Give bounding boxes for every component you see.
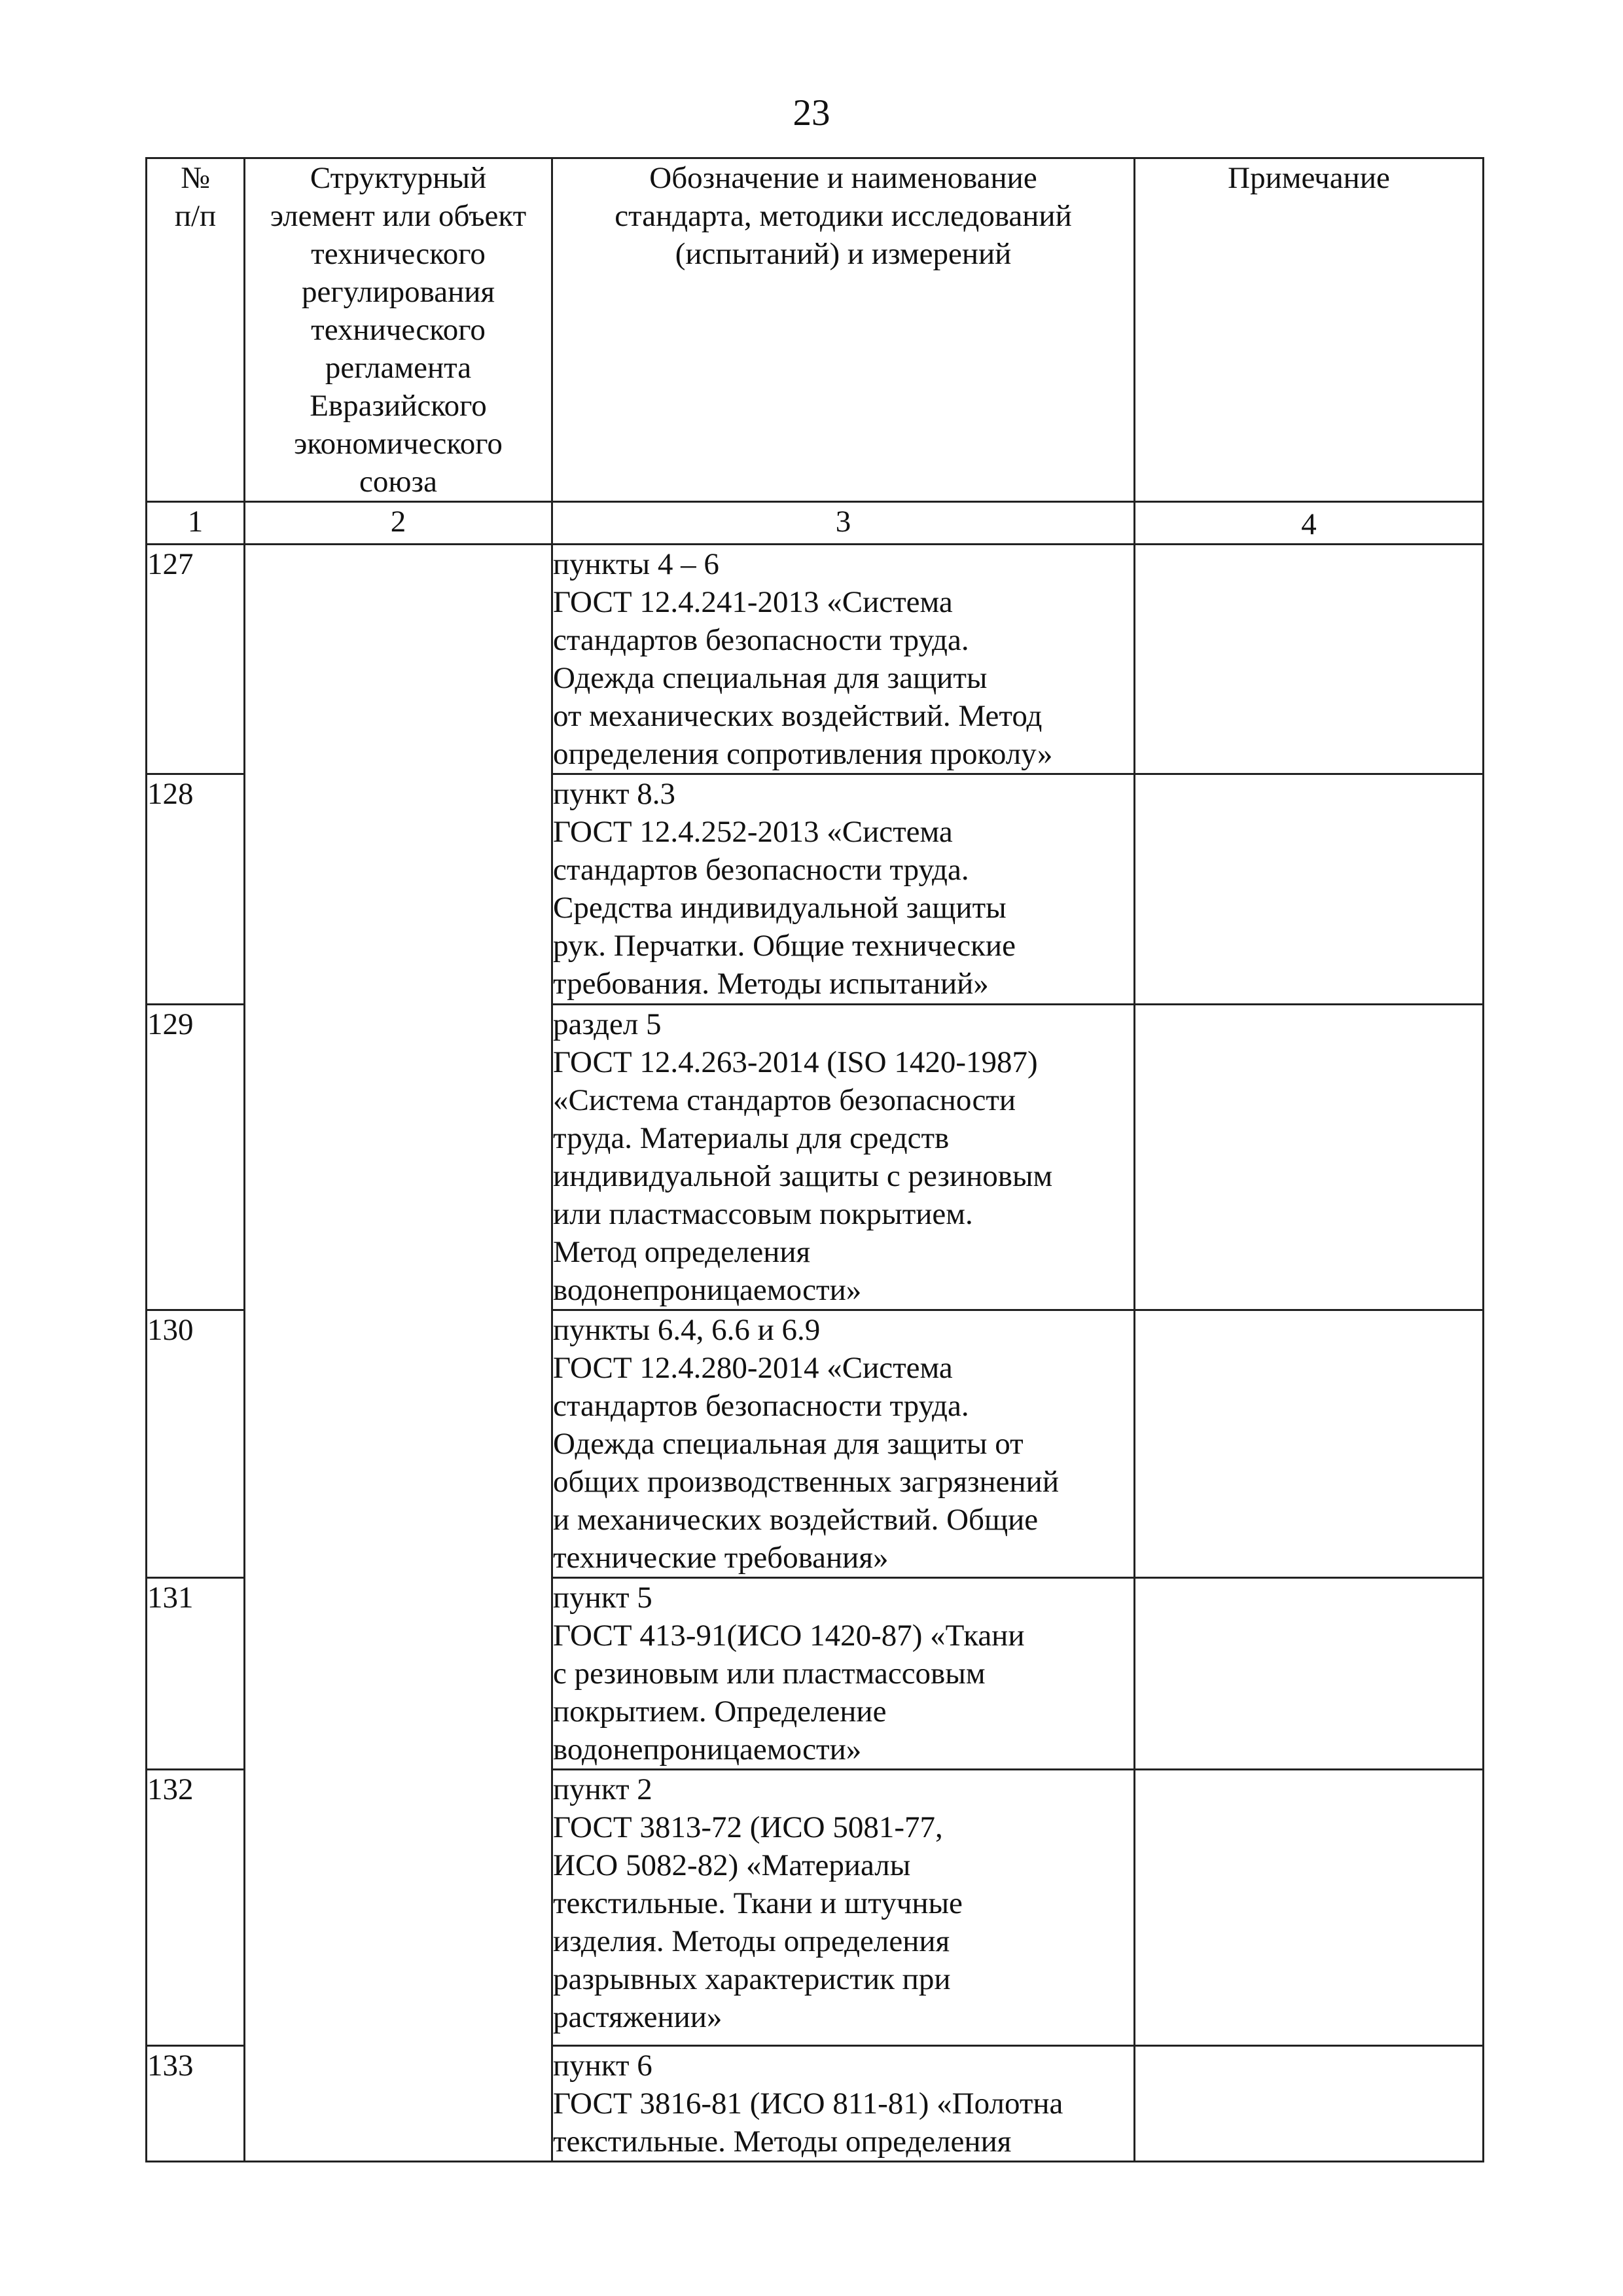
header-structural-line: регулирования — [301, 275, 495, 309]
standard-line: «Система стандартов безопасности — [553, 1083, 1016, 1117]
note-cell — [1135, 1310, 1484, 1578]
row-number: 128 — [147, 774, 245, 1005]
standard-line: ГОСТ 12.4.263-2014 (ISO 1420-1987) — [553, 1045, 1038, 1079]
header-structural-line: союза — [359, 465, 437, 499]
header-standard-line: (испытаний) и измерений — [675, 237, 1012, 271]
structural-element-cell — [245, 545, 552, 2162]
table-header-row — [147, 158, 1484, 502]
standard-line: текстильные. Ткани и штучные — [553, 1886, 963, 1920]
row-number: 133 — [147, 2046, 245, 2162]
note-cell — [1135, 1005, 1484, 1310]
standard-line: ГОСТ 12.4.280-2014 «Система — [553, 1351, 953, 1385]
header-standard-line: стандарта, методики исследований — [615, 199, 1072, 233]
header-structural-line: технического — [311, 313, 486, 347]
standard-cell — [552, 2046, 1135, 2162]
standard-line: общих производственных загрязнений — [553, 1465, 1059, 1499]
column-number: 4 — [1135, 502, 1484, 545]
standard-line: или пластмассовым покрытием. — [553, 1197, 973, 1231]
standard-line: растяжении» — [553, 2000, 722, 2034]
standard-line: определения сопротивления проколу» — [553, 737, 1053, 771]
header-structural-line: регламента — [325, 351, 472, 385]
standard-line: от механических воздействий. Метод — [553, 699, 1043, 733]
standard-line: ГОСТ 12.4.252-2013 «Система — [553, 815, 953, 849]
standard-line: стандартов безопасности труда. — [553, 623, 969, 657]
standard-cell — [552, 1578, 1135, 1770]
column-numbers-row — [147, 502, 1484, 545]
header-standard-line: Обозначение и наименование — [649, 161, 1037, 195]
note-cell — [1135, 774, 1484, 1005]
header-structural-line: технического — [311, 237, 486, 271]
header-note — [1135, 158, 1484, 502]
standard-line: ГОСТ 12.4.241-2013 «Система — [553, 585, 953, 619]
header-structural-line: элемент или объект — [270, 199, 527, 233]
row-number: 132 — [147, 1770, 245, 2046]
header-structural-element — [245, 158, 552, 502]
note-cell — [1135, 1770, 1484, 2046]
header-structural-line: экономического — [294, 427, 503, 461]
note-cell — [1135, 545, 1484, 774]
header-number-line: п/п — [174, 199, 217, 233]
standard-line: и механических воздействий. Общие — [553, 1503, 1039, 1537]
row-number: 129 — [147, 1005, 245, 1310]
standard-line: водонепроницаемости» — [553, 1273, 862, 1307]
standard-line: пункт 8.3 — [553, 777, 676, 811]
standard-line: пункты 6.4, 6.6 и 6.9 — [553, 1313, 821, 1347]
standard-cell — [552, 1005, 1135, 1310]
standard-cell — [552, 545, 1135, 774]
header-note-line: Примечание — [1228, 161, 1390, 195]
standard-line: ГОСТ 3813-72 (ИСО 5081-77, — [553, 1810, 943, 1844]
row-number: 131 — [147, 1578, 245, 1770]
standard-line: ГОСТ 413-91(ИСО 1420-87) «Ткани — [553, 1619, 1025, 1653]
standard-line: покрытием. Определение — [553, 1695, 887, 1729]
standard-line: Средства индивидуальной защиты — [553, 891, 1007, 925]
row-number: 130 — [147, 1310, 245, 1578]
column-number: 1 — [147, 502, 245, 545]
page-number: 23 — [793, 92, 830, 134]
standard-line: Одежда специальная для защиты от — [553, 1427, 1024, 1461]
standard-line: индивидуальной защиты с резиновым — [553, 1159, 1053, 1193]
table-row — [147, 545, 1484, 774]
standard-line: стандартов безопасности труда. — [553, 1389, 969, 1423]
standard-line: разрывных характеристик при — [553, 1962, 951, 1996]
header-number-line: № — [181, 161, 210, 195]
standard-line: ГОСТ 3816-81 (ИСО 811-81) «Полотна — [553, 2087, 1063, 2121]
standard-line: с резиновым или пластмассовым — [553, 1657, 986, 1691]
standard-cell — [552, 1770, 1135, 2046]
standard-line: стандартов безопасности труда. — [553, 853, 969, 887]
standard-line: пункт 5 — [553, 1581, 652, 1615]
standard-cell — [552, 774, 1135, 1005]
standard-line: водонепроницаемости» — [553, 1732, 862, 1767]
standard-line: раздел 5 — [553, 1007, 662, 1041]
standard-line: труда. Материалы для средств — [553, 1121, 950, 1155]
column-number: 2 — [245, 502, 552, 545]
standard-line: пункт 2 — [553, 1772, 652, 1806]
standard-line: пункт 6 — [553, 2049, 652, 2083]
header-standard — [552, 158, 1135, 502]
standard-line: Одежда специальная для защиты — [553, 661, 988, 695]
header-structural-line: Структурный — [310, 161, 487, 195]
row-number: 127 — [147, 545, 245, 774]
header-structural-line: Евразийского — [310, 389, 487, 423]
standard-line: технические требования» — [553, 1541, 889, 1575]
standards-table — [145, 157, 1484, 2162]
standard-line: рук. Перчатки. Общие технические — [553, 929, 1016, 963]
standard-line: пункты 4 – 6 — [553, 547, 719, 581]
standard-line: изделия. Методы определения — [553, 1924, 950, 1958]
standard-line: требования. Методы испытаний» — [553, 967, 989, 1001]
standard-line: Метод определения — [553, 1235, 811, 1269]
note-cell — [1135, 1578, 1484, 1770]
header-number — [147, 158, 245, 502]
standard-line: ИСО 5082-82) «Материалы — [553, 1848, 911, 1882]
standard-cell — [552, 1310, 1135, 1578]
column-number: 3 — [552, 502, 1135, 545]
note-cell — [1135, 2046, 1484, 2162]
standard-line: текстильные. Методы определения — [553, 2125, 1012, 2159]
